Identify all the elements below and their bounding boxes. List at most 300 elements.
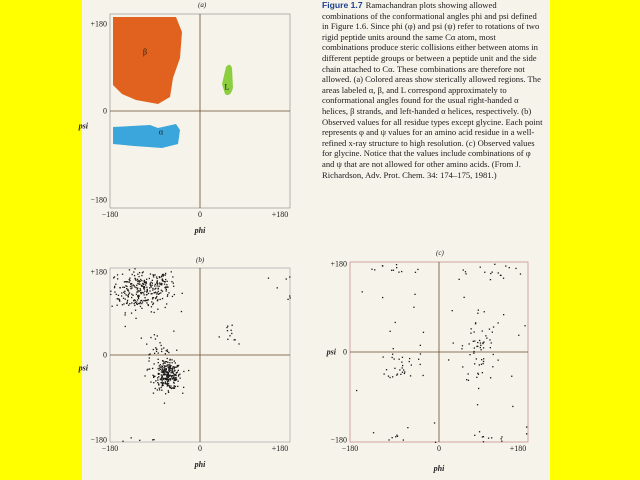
data-point xyxy=(478,388,479,389)
data-point xyxy=(168,352,169,353)
data-point xyxy=(161,367,162,368)
data-point xyxy=(159,373,160,374)
L-region-label: L xyxy=(224,82,230,92)
data-point xyxy=(476,346,477,347)
data-point xyxy=(174,370,175,371)
data-point xyxy=(172,362,173,363)
data-point xyxy=(144,281,145,282)
data-point xyxy=(158,288,159,289)
data-point xyxy=(164,378,165,379)
data-point xyxy=(468,380,469,381)
data-point xyxy=(157,292,158,293)
figure-label: Figure 1.7 xyxy=(322,0,363,10)
data-point xyxy=(138,298,139,299)
data-point xyxy=(140,288,141,289)
data-point xyxy=(167,364,168,365)
data-point xyxy=(168,377,169,378)
data-point xyxy=(152,288,153,289)
data-point xyxy=(146,287,147,288)
plot-c-canvas xyxy=(350,262,528,442)
data-point xyxy=(470,333,471,334)
data-point xyxy=(167,385,168,386)
data-point xyxy=(162,371,163,372)
data-point xyxy=(168,379,169,380)
data-point xyxy=(479,364,480,365)
data-point xyxy=(122,441,123,442)
data-point xyxy=(403,369,404,370)
beta-region xyxy=(113,17,182,104)
xtick-zero: 0 xyxy=(198,210,202,219)
data-point xyxy=(153,275,154,276)
data-point xyxy=(520,273,521,274)
data-point xyxy=(139,281,140,282)
data-point xyxy=(227,326,228,327)
ytick-top: +180 xyxy=(90,19,107,29)
data-point xyxy=(164,403,165,404)
data-point xyxy=(464,297,465,298)
data-point xyxy=(481,349,482,350)
data-point xyxy=(168,392,169,393)
data-point xyxy=(501,438,502,439)
data-point xyxy=(474,331,475,332)
data-point xyxy=(162,274,163,275)
data-point xyxy=(165,361,166,362)
data-point xyxy=(162,368,163,369)
data-point xyxy=(374,269,375,270)
data-point xyxy=(156,282,157,283)
data-point xyxy=(174,294,175,295)
data-point xyxy=(459,279,460,280)
data-point xyxy=(289,276,290,277)
data-point xyxy=(490,273,491,274)
data-point xyxy=(166,361,167,362)
data-point xyxy=(112,306,113,307)
data-point xyxy=(386,369,387,370)
data-point xyxy=(158,359,159,360)
data-point xyxy=(154,312,155,313)
data-point xyxy=(141,303,142,304)
data-point xyxy=(164,363,165,364)
data-point xyxy=(483,436,484,437)
data-point xyxy=(489,329,490,330)
data-point xyxy=(166,303,167,304)
data-point xyxy=(127,290,128,291)
data-point xyxy=(143,292,144,293)
data-point xyxy=(126,294,127,295)
data-point xyxy=(157,377,158,378)
data-point xyxy=(478,310,479,311)
data-point xyxy=(164,274,165,275)
data-point xyxy=(414,294,415,295)
data-point xyxy=(462,366,463,367)
data-point xyxy=(452,310,453,311)
data-point xyxy=(144,294,145,295)
data-point xyxy=(117,305,118,306)
data-point xyxy=(420,364,421,365)
xtick-right: +180 xyxy=(271,444,289,453)
data-point xyxy=(148,304,149,305)
data-point xyxy=(150,337,151,338)
data-point xyxy=(423,375,424,376)
data-point xyxy=(154,334,155,335)
data-point xyxy=(396,267,397,268)
data-point xyxy=(157,283,158,284)
data-point xyxy=(526,426,527,427)
data-point xyxy=(143,300,144,301)
data-point xyxy=(479,431,480,432)
data-point xyxy=(157,280,158,281)
data-point xyxy=(130,286,131,287)
data-point xyxy=(177,371,178,372)
data-point xyxy=(483,361,484,362)
data-point xyxy=(463,269,464,270)
plot-letter: (b) xyxy=(196,256,205,264)
data-point xyxy=(153,276,154,277)
ytick-zero: 0 xyxy=(103,106,107,116)
data-point xyxy=(167,383,168,384)
plot-letter: (c) xyxy=(436,249,444,257)
data-point xyxy=(169,366,170,367)
data-point xyxy=(132,295,133,296)
xtick-zero: 0 xyxy=(437,444,441,453)
data-point xyxy=(286,278,287,279)
data-point xyxy=(160,299,161,300)
data-point xyxy=(141,292,142,293)
data-point xyxy=(159,365,160,366)
data-point xyxy=(149,278,150,279)
data-point xyxy=(129,269,130,270)
data-point xyxy=(289,295,290,296)
data-point xyxy=(155,380,156,381)
data-point xyxy=(170,368,171,369)
data-point xyxy=(125,312,126,313)
data-point xyxy=(167,287,168,288)
data-point xyxy=(139,303,140,304)
alpha-region-label: α xyxy=(158,127,164,137)
data-point xyxy=(418,359,419,360)
data-point xyxy=(163,374,164,375)
data-point xyxy=(179,374,180,375)
data-point xyxy=(150,283,151,284)
data-point xyxy=(168,372,169,373)
data-point xyxy=(165,279,166,280)
data-point xyxy=(174,361,175,362)
data-point xyxy=(155,347,156,348)
data-point xyxy=(164,365,165,366)
data-point xyxy=(166,350,167,351)
data-point xyxy=(152,285,153,286)
data-point xyxy=(171,359,172,360)
data-point xyxy=(174,385,175,386)
data-point xyxy=(475,323,476,324)
figure-caption xyxy=(322,0,544,180)
data-point xyxy=(169,387,170,388)
caption-text: Ramachandran plots showing allowed combinations of the conformational angles phi and psi defined in Figure 1.6. Since phi (φ) and psi (ψ) refer to rotations of two rigid peptide units around the same Cα atom, most combinations produce steric collisions either between atoms in different peptide groups or between a peptide unit and the side chain attached to Cα. These combinations are therefore not allowed. (a) Colored areas show sterically allowed regions. The areas labeled α, β, and L correspond approximately to conformational angles found for the usual right-handed α helices, β strands, and left-handed α helices, respectively. (b) Observed values for all residue types except glycine. Each point represents φ and ψ values for an amino acid residue in a well-refined x-ray structure to high resolution. (c) Observed values for glycine. Notice that the values include combinations of φ and ψ that are not allowed for other amino acids. (From J. Richardson, Adv. Prot. Chem. 34: 174–175, 1981.) xyxy=(322,0,543,180)
data-point xyxy=(356,390,357,391)
xtick-left: −180 xyxy=(341,444,359,453)
data-point xyxy=(469,343,470,344)
data-point xyxy=(180,378,181,379)
data-point xyxy=(121,292,122,293)
data-point xyxy=(163,385,164,386)
data-point xyxy=(171,372,172,373)
data-point xyxy=(141,280,142,281)
data-point xyxy=(390,331,391,332)
data-point xyxy=(161,365,162,366)
data-point xyxy=(483,441,484,442)
data-point xyxy=(141,308,142,309)
data-point xyxy=(164,284,165,285)
data-point xyxy=(159,277,160,278)
data-point xyxy=(401,271,402,272)
data-point xyxy=(147,369,148,370)
data-point xyxy=(162,280,163,281)
data-point xyxy=(159,389,160,390)
data-point xyxy=(118,295,119,296)
data-point xyxy=(163,275,164,276)
data-point xyxy=(420,353,421,354)
data-point xyxy=(384,373,385,374)
data-point xyxy=(515,268,516,269)
data-point xyxy=(268,278,269,279)
data-point xyxy=(417,269,418,270)
data-point xyxy=(163,361,164,362)
data-point xyxy=(501,441,502,442)
data-point xyxy=(167,351,168,352)
data-point xyxy=(173,286,174,287)
data-point xyxy=(173,388,174,389)
data-point xyxy=(469,354,470,355)
data-point xyxy=(174,367,175,368)
data-point xyxy=(177,386,178,387)
data-point xyxy=(145,284,146,285)
data-point xyxy=(168,364,169,365)
data-point xyxy=(142,301,143,302)
data-point xyxy=(123,303,124,304)
data-point xyxy=(480,267,481,268)
data-point xyxy=(503,314,504,315)
data-point xyxy=(396,435,397,436)
data-point xyxy=(462,345,463,346)
data-point xyxy=(161,345,162,346)
data-point xyxy=(115,284,116,285)
data-point xyxy=(402,357,403,358)
data-point xyxy=(476,377,477,378)
data-point xyxy=(498,360,499,361)
data-point xyxy=(402,372,403,373)
data-point xyxy=(156,351,157,352)
data-point xyxy=(154,274,155,275)
xtick-right: +180 xyxy=(271,210,289,219)
data-point xyxy=(140,292,141,293)
data-point xyxy=(175,362,176,363)
data-point xyxy=(404,373,405,374)
data-point xyxy=(152,368,153,369)
data-point xyxy=(157,335,158,336)
data-point xyxy=(136,287,137,288)
data-point xyxy=(157,382,158,383)
data-point xyxy=(126,288,127,289)
data-point xyxy=(143,287,144,288)
data-point xyxy=(125,326,126,327)
data-point xyxy=(167,281,168,282)
data-point xyxy=(125,285,126,286)
data-point xyxy=(402,367,403,368)
data-point xyxy=(409,361,410,362)
data-point xyxy=(131,283,132,284)
data-point xyxy=(158,291,159,292)
data-point xyxy=(166,284,167,285)
data-point xyxy=(134,275,135,276)
data-point xyxy=(471,328,472,329)
data-point xyxy=(157,309,158,310)
data-point xyxy=(164,374,165,375)
data-point xyxy=(399,369,400,370)
data-point xyxy=(175,386,176,387)
data-point xyxy=(152,297,153,298)
data-point xyxy=(162,279,163,280)
data-point xyxy=(146,302,147,303)
data-point xyxy=(480,347,481,348)
plot-letter: (a) xyxy=(198,1,207,9)
data-point xyxy=(170,385,171,386)
data-point xyxy=(153,303,154,304)
data-point xyxy=(226,327,227,328)
data-point xyxy=(129,292,130,293)
x-axis-label: phi xyxy=(194,460,206,469)
data-point xyxy=(170,365,171,366)
data-point xyxy=(158,286,159,287)
alpha-region xyxy=(113,124,180,148)
data-point xyxy=(144,297,145,298)
data-point xyxy=(154,363,155,364)
data-point xyxy=(162,383,163,384)
data-point xyxy=(501,436,502,437)
data-point xyxy=(479,340,480,341)
data-point xyxy=(137,304,138,305)
data-point xyxy=(114,286,115,287)
data-point xyxy=(155,292,156,293)
data-point xyxy=(157,389,158,390)
data-point xyxy=(158,352,159,353)
data-point xyxy=(392,376,393,377)
ytick-zero: 0 xyxy=(343,347,347,357)
data-point xyxy=(148,299,149,300)
data-point xyxy=(168,292,169,293)
data-point xyxy=(168,390,169,391)
data-point xyxy=(128,282,129,283)
data-point xyxy=(461,348,462,349)
data-point xyxy=(474,363,475,364)
data-point xyxy=(134,305,135,306)
data-point xyxy=(114,287,115,288)
data-point xyxy=(371,269,372,270)
data-point xyxy=(498,272,499,273)
data-point xyxy=(163,363,164,364)
data-point xyxy=(232,325,233,326)
data-point xyxy=(167,358,168,359)
xtick-left: −180 xyxy=(101,444,119,453)
data-point xyxy=(146,279,147,280)
data-point xyxy=(141,285,142,286)
data-point xyxy=(131,294,132,295)
data-point xyxy=(166,379,167,380)
data-point xyxy=(484,272,485,273)
data-point xyxy=(156,293,157,294)
data-point xyxy=(483,347,484,348)
data-point xyxy=(482,372,483,373)
data-point xyxy=(473,341,474,342)
data-point xyxy=(169,378,170,379)
data-point xyxy=(172,368,173,369)
data-point xyxy=(141,338,142,339)
data-point xyxy=(161,374,162,375)
plot-b-canvas xyxy=(110,268,290,442)
data-point xyxy=(117,278,118,279)
data-point xyxy=(169,362,170,363)
ytick-zero: 0 xyxy=(103,350,107,360)
data-point xyxy=(162,298,163,299)
data-point xyxy=(175,380,176,381)
data-point xyxy=(150,273,151,274)
data-point xyxy=(392,437,393,438)
data-point xyxy=(411,364,412,365)
plot-a-canvas xyxy=(110,14,290,208)
data-point xyxy=(165,353,166,354)
ytick-bottom: −180 xyxy=(330,435,347,445)
data-point xyxy=(161,382,162,383)
data-point xyxy=(122,287,123,288)
data-point xyxy=(168,368,169,369)
data-point xyxy=(117,274,118,275)
data-point xyxy=(125,281,126,282)
data-point xyxy=(227,339,228,340)
data-point xyxy=(489,339,490,340)
data-point xyxy=(170,359,171,360)
data-point xyxy=(166,289,167,290)
data-point xyxy=(149,290,150,291)
data-point xyxy=(128,305,129,306)
data-point xyxy=(482,342,483,343)
data-point xyxy=(524,325,525,326)
data-point xyxy=(150,282,151,283)
data-point xyxy=(160,369,161,370)
data-point xyxy=(137,274,138,275)
ytick-top: +180 xyxy=(330,259,347,269)
data-point xyxy=(152,298,153,299)
data-point xyxy=(145,300,146,301)
data-point xyxy=(474,340,475,341)
data-point xyxy=(143,271,144,272)
data-point xyxy=(171,271,172,272)
data-point xyxy=(146,294,147,295)
data-point xyxy=(435,442,436,443)
data-point xyxy=(156,349,157,350)
data-point xyxy=(166,375,167,376)
data-point xyxy=(114,276,115,277)
data-point xyxy=(173,366,174,367)
data-point xyxy=(134,303,135,304)
data-point xyxy=(484,311,485,312)
data-point xyxy=(140,279,141,280)
data-point xyxy=(150,381,151,382)
data-point xyxy=(165,370,166,371)
ytick-bottom: −180 xyxy=(90,195,107,205)
data-point xyxy=(159,282,160,283)
data-point xyxy=(492,332,493,333)
data-point xyxy=(140,290,141,291)
data-point xyxy=(481,364,482,365)
